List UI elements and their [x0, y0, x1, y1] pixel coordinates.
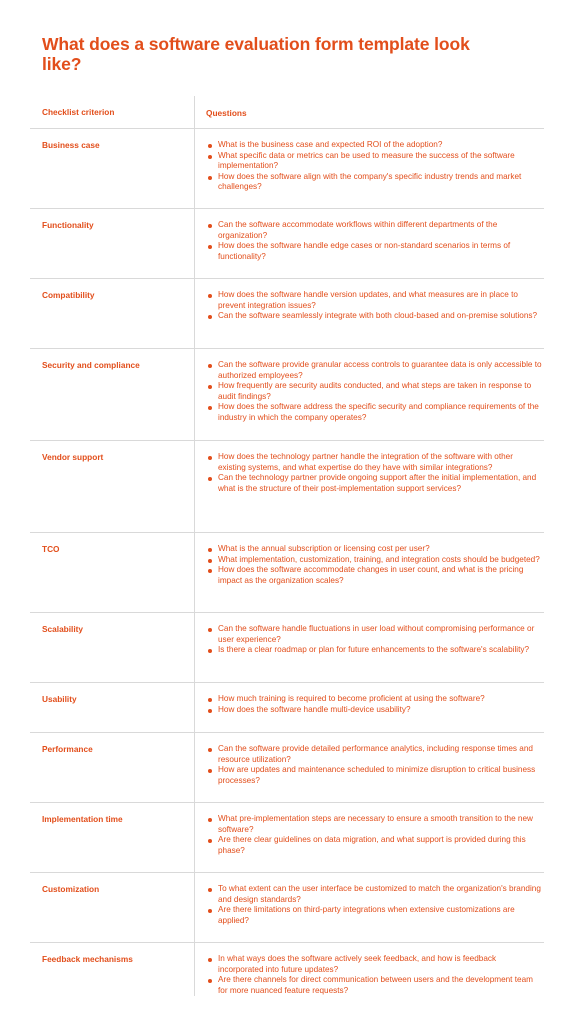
question-item: How does the software address the specific security and compliance requirements of the industry in which the company operates?	[206, 402, 542, 423]
table-row	[30, 441, 544, 533]
criterion-label: Scalability	[42, 624, 84, 634]
criterion-label: Feedback mechanisms	[42, 954, 133, 964]
question-item: How does the software align with the company's specific industry trends and market challenges?	[206, 172, 542, 193]
table-row	[30, 683, 544, 733]
table-row	[30, 943, 544, 1015]
question-item: Can the software handle fluctuations in user load without compromising performance or user experience?	[206, 624, 542, 645]
question-item: Can the software provide detailed performance analytics, including response times and resource utilization?	[206, 744, 542, 765]
table-row	[30, 733, 544, 803]
criterion-column-header: Checklist criterion	[42, 107, 115, 117]
question-item: Are there channels for direct communication between users and the development team for more nuanced feature requests?	[206, 975, 542, 996]
table-row	[30, 349, 544, 441]
questions-list	[206, 954, 542, 996]
page-title: What does a software evaluation form template look like?	[42, 34, 470, 74]
question-item: How frequently are security audits conducted, and what steps are taken in response to audit findings?	[206, 381, 542, 402]
question-item: Is there a clear roadmap or plan for future enhancements to the software's scalability?	[206, 645, 542, 656]
question-item: What implementation, customization, training, and integration costs should be budgeted?	[206, 555, 542, 566]
criterion-label: Performance	[42, 744, 93, 754]
questions-list	[206, 452, 542, 494]
question-item: What is the annual subscription or licensing cost per user?	[206, 544, 542, 555]
question-item: How are updates and maintenance scheduled to minimize disruption to critical business processes?	[206, 765, 542, 786]
question-item: How does the software handle edge cases or non-standard scenarios in terms of functionality?	[206, 241, 542, 262]
criterion-label: Vendor support	[42, 452, 104, 462]
table-row	[30, 803, 544, 873]
question-item: What pre-implementation steps are necessary to ensure a smooth transition to the new software?	[206, 814, 542, 835]
table-row	[30, 279, 544, 349]
criterion-label: TCO	[42, 544, 60, 554]
questions-list	[206, 290, 542, 322]
criterion-label: Business case	[42, 140, 100, 150]
questions-list	[206, 814, 542, 856]
table-row	[30, 873, 544, 943]
question-item: How does the software handle version updates, and what measures are in place to prevent integration issues?	[206, 290, 542, 311]
question-item: Are there limitations on third-party integrations when extensive customizations are applied?	[206, 905, 542, 926]
question-item: How does the technology partner handle the integration of the software with other existing systems, and what expertise do they have with similar integrations?	[206, 452, 542, 473]
question-item: Are there clear guidelines on data migration, and what support is provided during this phase?	[206, 835, 542, 856]
criterion-label: Compatibility	[42, 290, 95, 300]
criterion-label: Usability	[42, 694, 77, 704]
questions-list	[206, 544, 542, 586]
questions-list	[206, 694, 542, 715]
questions-list	[206, 884, 542, 926]
checklist-table	[30, 96, 544, 1015]
question-item: Can the software accommodate workflows within different departments of the organization?	[206, 220, 542, 241]
table-body	[30, 129, 544, 1015]
question-item: Can the software seamlessly integrate with both cloud-based and on-premise solutions?	[206, 311, 542, 322]
table-row	[30, 613, 544, 683]
questions-list	[206, 140, 542, 193]
questions-list	[206, 360, 542, 424]
question-item: What is the business case and expected ROI of the adoption?	[206, 140, 542, 151]
table-row	[30, 129, 544, 209]
table-row	[30, 209, 544, 279]
question-item: How does the software handle multi-device usability?	[206, 705, 542, 716]
criterion-label: Security and compliance	[42, 360, 140, 370]
table-header-row	[30, 96, 544, 129]
question-item: How does the software accommodate changes in user count, and what is the pricing impact as the organization scales?	[206, 565, 542, 586]
questions-list	[206, 220, 542, 262]
questions-list	[206, 744, 542, 786]
criterion-label: Functionality	[42, 220, 94, 230]
question-item: What specific data or metrics can be used to measure the success of the software implementation?	[206, 151, 542, 172]
criterion-label: Customization	[42, 884, 100, 894]
question-item: Can the software provide granular access controls to guarantee data is only accessible to authorized employees?	[206, 360, 542, 381]
table-row	[30, 533, 544, 613]
question-item: Can the technology partner provide ongoing support after the initial implementation, and what is the structure of their post-implementation support services?	[206, 473, 542, 494]
criterion-label: Implementation time	[42, 814, 123, 824]
questions-column-header: Questions	[206, 108, 247, 118]
question-item: How much training is required to become proficient at using the software?	[206, 694, 542, 705]
question-item: In what ways does the software actively seek feedback, and how is feedback incorporated into future updates?	[206, 954, 542, 975]
questions-list	[206, 624, 542, 656]
question-item: To what extent can the user interface be customized to match the organization's branding and design standards?	[206, 884, 542, 905]
